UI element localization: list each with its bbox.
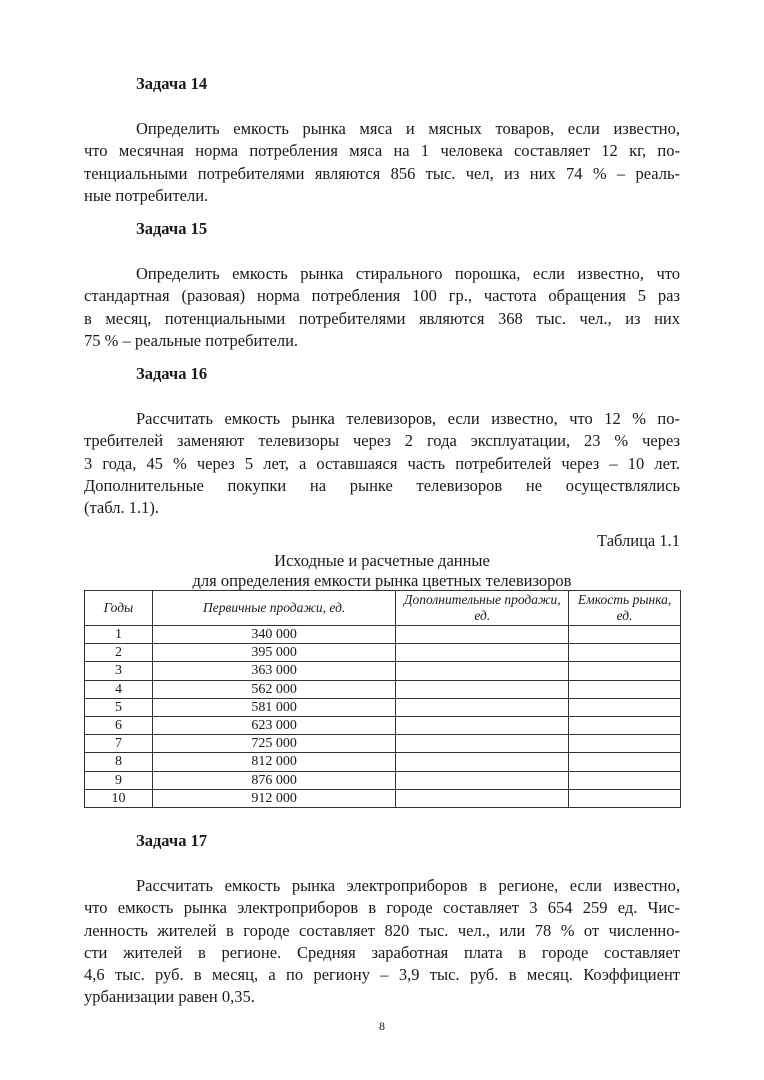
task-14-heading: Задача 14 — [136, 74, 208, 93]
cell-primary: 876 000 — [152, 771, 395, 789]
text-line: в месяц, потенциальными потребителями являются 368 тыс. чел., из них — [84, 308, 680, 328]
cell-year: 1 — [85, 626, 153, 644]
cell-primary: 812 000 — [152, 753, 395, 771]
cell-additional — [396, 735, 569, 753]
cell-capacity — [569, 644, 681, 662]
cell-additional — [396, 789, 569, 807]
table-row — [85, 716, 681, 734]
text-line: сти жителей в регионе. Средняя заработная плата в городе составляет — [84, 942, 680, 962]
cell-additional — [396, 698, 569, 716]
cell-capacity — [569, 753, 681, 771]
text-line: Дополнительные покупки на рынке телевизоров не осуществлялись — [84, 475, 680, 495]
cell-capacity — [569, 771, 681, 789]
cell-additional — [396, 662, 569, 680]
cell-capacity — [569, 789, 681, 807]
text-line: что емкость рынка электроприборов в городе составляет 3 654 259 ед. Чис- — [84, 898, 680, 918]
task-16-text — [84, 408, 680, 519]
task-17-heading: Задача 17 — [136, 831, 208, 850]
text-line: что месячная норма потребления мяса на 1 человека составляет 12 кг, по- — [84, 141, 680, 161]
text-line: 75 % – реальные потребители. — [84, 330, 299, 350]
cell-capacity — [569, 698, 681, 716]
cell-capacity — [569, 626, 681, 644]
text-line: 3 года, 45 % через 5 лет, а оставшаяся часть потребителей через – 10 лет. — [84, 453, 680, 473]
cell-year: 9 — [85, 771, 153, 789]
cell-capacity — [569, 735, 681, 753]
table-label: Таблица 1.1 — [597, 531, 680, 550]
task-16-heading: Задача 16 — [136, 364, 208, 383]
cell-primary: 395 000 — [152, 644, 395, 662]
table-row — [85, 662, 681, 680]
cell-additional — [396, 753, 569, 771]
cell-primary: 363 000 — [152, 662, 395, 680]
cell-capacity — [569, 662, 681, 680]
table-caption — [84, 551, 680, 591]
header-years: Годы — [85, 591, 153, 626]
table-row — [85, 644, 681, 662]
task-14-text — [84, 118, 680, 207]
header-primary-sales: Первичные продажи, ед. — [152, 591, 395, 626]
text-line: Рассчитать емкость рынка электроприборов в регионе, если известно, — [136, 876, 680, 895]
text-line: тенциальными потребителями являются 856 тыс. чел, из них 74 % – реаль- — [84, 163, 680, 183]
header-market-capacity: Емкость рынка, ед. — [569, 591, 681, 626]
text-line: Рассчитать емкость рынка телевизоров, если известно, что 12 % по- — [136, 409, 680, 428]
text-line: требителей заменяют телевизоры через 2 года эксплуатации, 23 % через — [84, 431, 680, 451]
table-row — [85, 680, 681, 698]
cell-capacity — [569, 716, 681, 734]
cell-year: 7 — [85, 735, 153, 753]
cell-primary: 912 000 — [152, 789, 395, 807]
cell-year: 5 — [85, 698, 153, 716]
cell-year: 10 — [85, 789, 153, 807]
cell-primary: 340 000 — [152, 626, 395, 644]
data-table — [84, 590, 681, 808]
header-additional-sales: Дополнительные продажи, ед. — [396, 591, 569, 626]
text-line: урбанизации равен 0,35. — [84, 987, 255, 1007]
cell-year: 3 — [85, 662, 153, 680]
table-row — [85, 698, 681, 716]
table-caption-line-2: для определения емкости рынка цветных телевизоров — [192, 571, 572, 590]
task-17-text — [84, 875, 680, 1009]
cell-primary: 725 000 — [152, 735, 395, 753]
text-line: Определить емкость рынка стирального порошка, если известно, что — [136, 264, 680, 283]
page-number: 8 — [379, 1019, 385, 1033]
table-row — [85, 735, 681, 753]
cell-primary: 562 000 — [152, 680, 395, 698]
task-15-heading: Задача 15 — [136, 219, 208, 238]
cell-capacity — [569, 680, 681, 698]
cell-additional — [396, 716, 569, 734]
text-line: ленность жителей в городе составляет 820 тыс. чел., или 78 % от численно- — [84, 920, 680, 940]
cell-year: 4 — [85, 680, 153, 698]
table-row — [85, 626, 681, 644]
cell-primary: 581 000 — [152, 698, 395, 716]
text-line: Определить емкость рынка мяса и мясных товаров, если известно, — [136, 119, 680, 138]
text-line: стандартная (разовая) норма потребления 100 гр., частота обращения 5 раз — [84, 286, 680, 306]
table-caption-line-1: Исходные и расчетные данные — [274, 551, 490, 570]
text-line: 4,6 тыс. руб. в месяц, а по региону – 3,9 тыс. руб. в месяц. Коэффициент — [84, 965, 680, 985]
table-row — [85, 753, 681, 771]
text-line: (табл. 1.1). — [84, 498, 159, 518]
table-row — [85, 771, 681, 789]
cell-additional — [396, 626, 569, 644]
cell-year: 2 — [85, 644, 153, 662]
table-header-row — [85, 591, 681, 626]
cell-additional — [396, 771, 569, 789]
cell-additional — [396, 644, 569, 662]
cell-additional — [396, 680, 569, 698]
table-row — [85, 789, 681, 807]
cell-year: 6 — [85, 716, 153, 734]
task-15-text — [84, 263, 680, 352]
cell-year: 8 — [85, 753, 153, 771]
cell-primary: 623 000 — [152, 716, 395, 734]
text-line: ные потребители. — [84, 185, 209, 205]
